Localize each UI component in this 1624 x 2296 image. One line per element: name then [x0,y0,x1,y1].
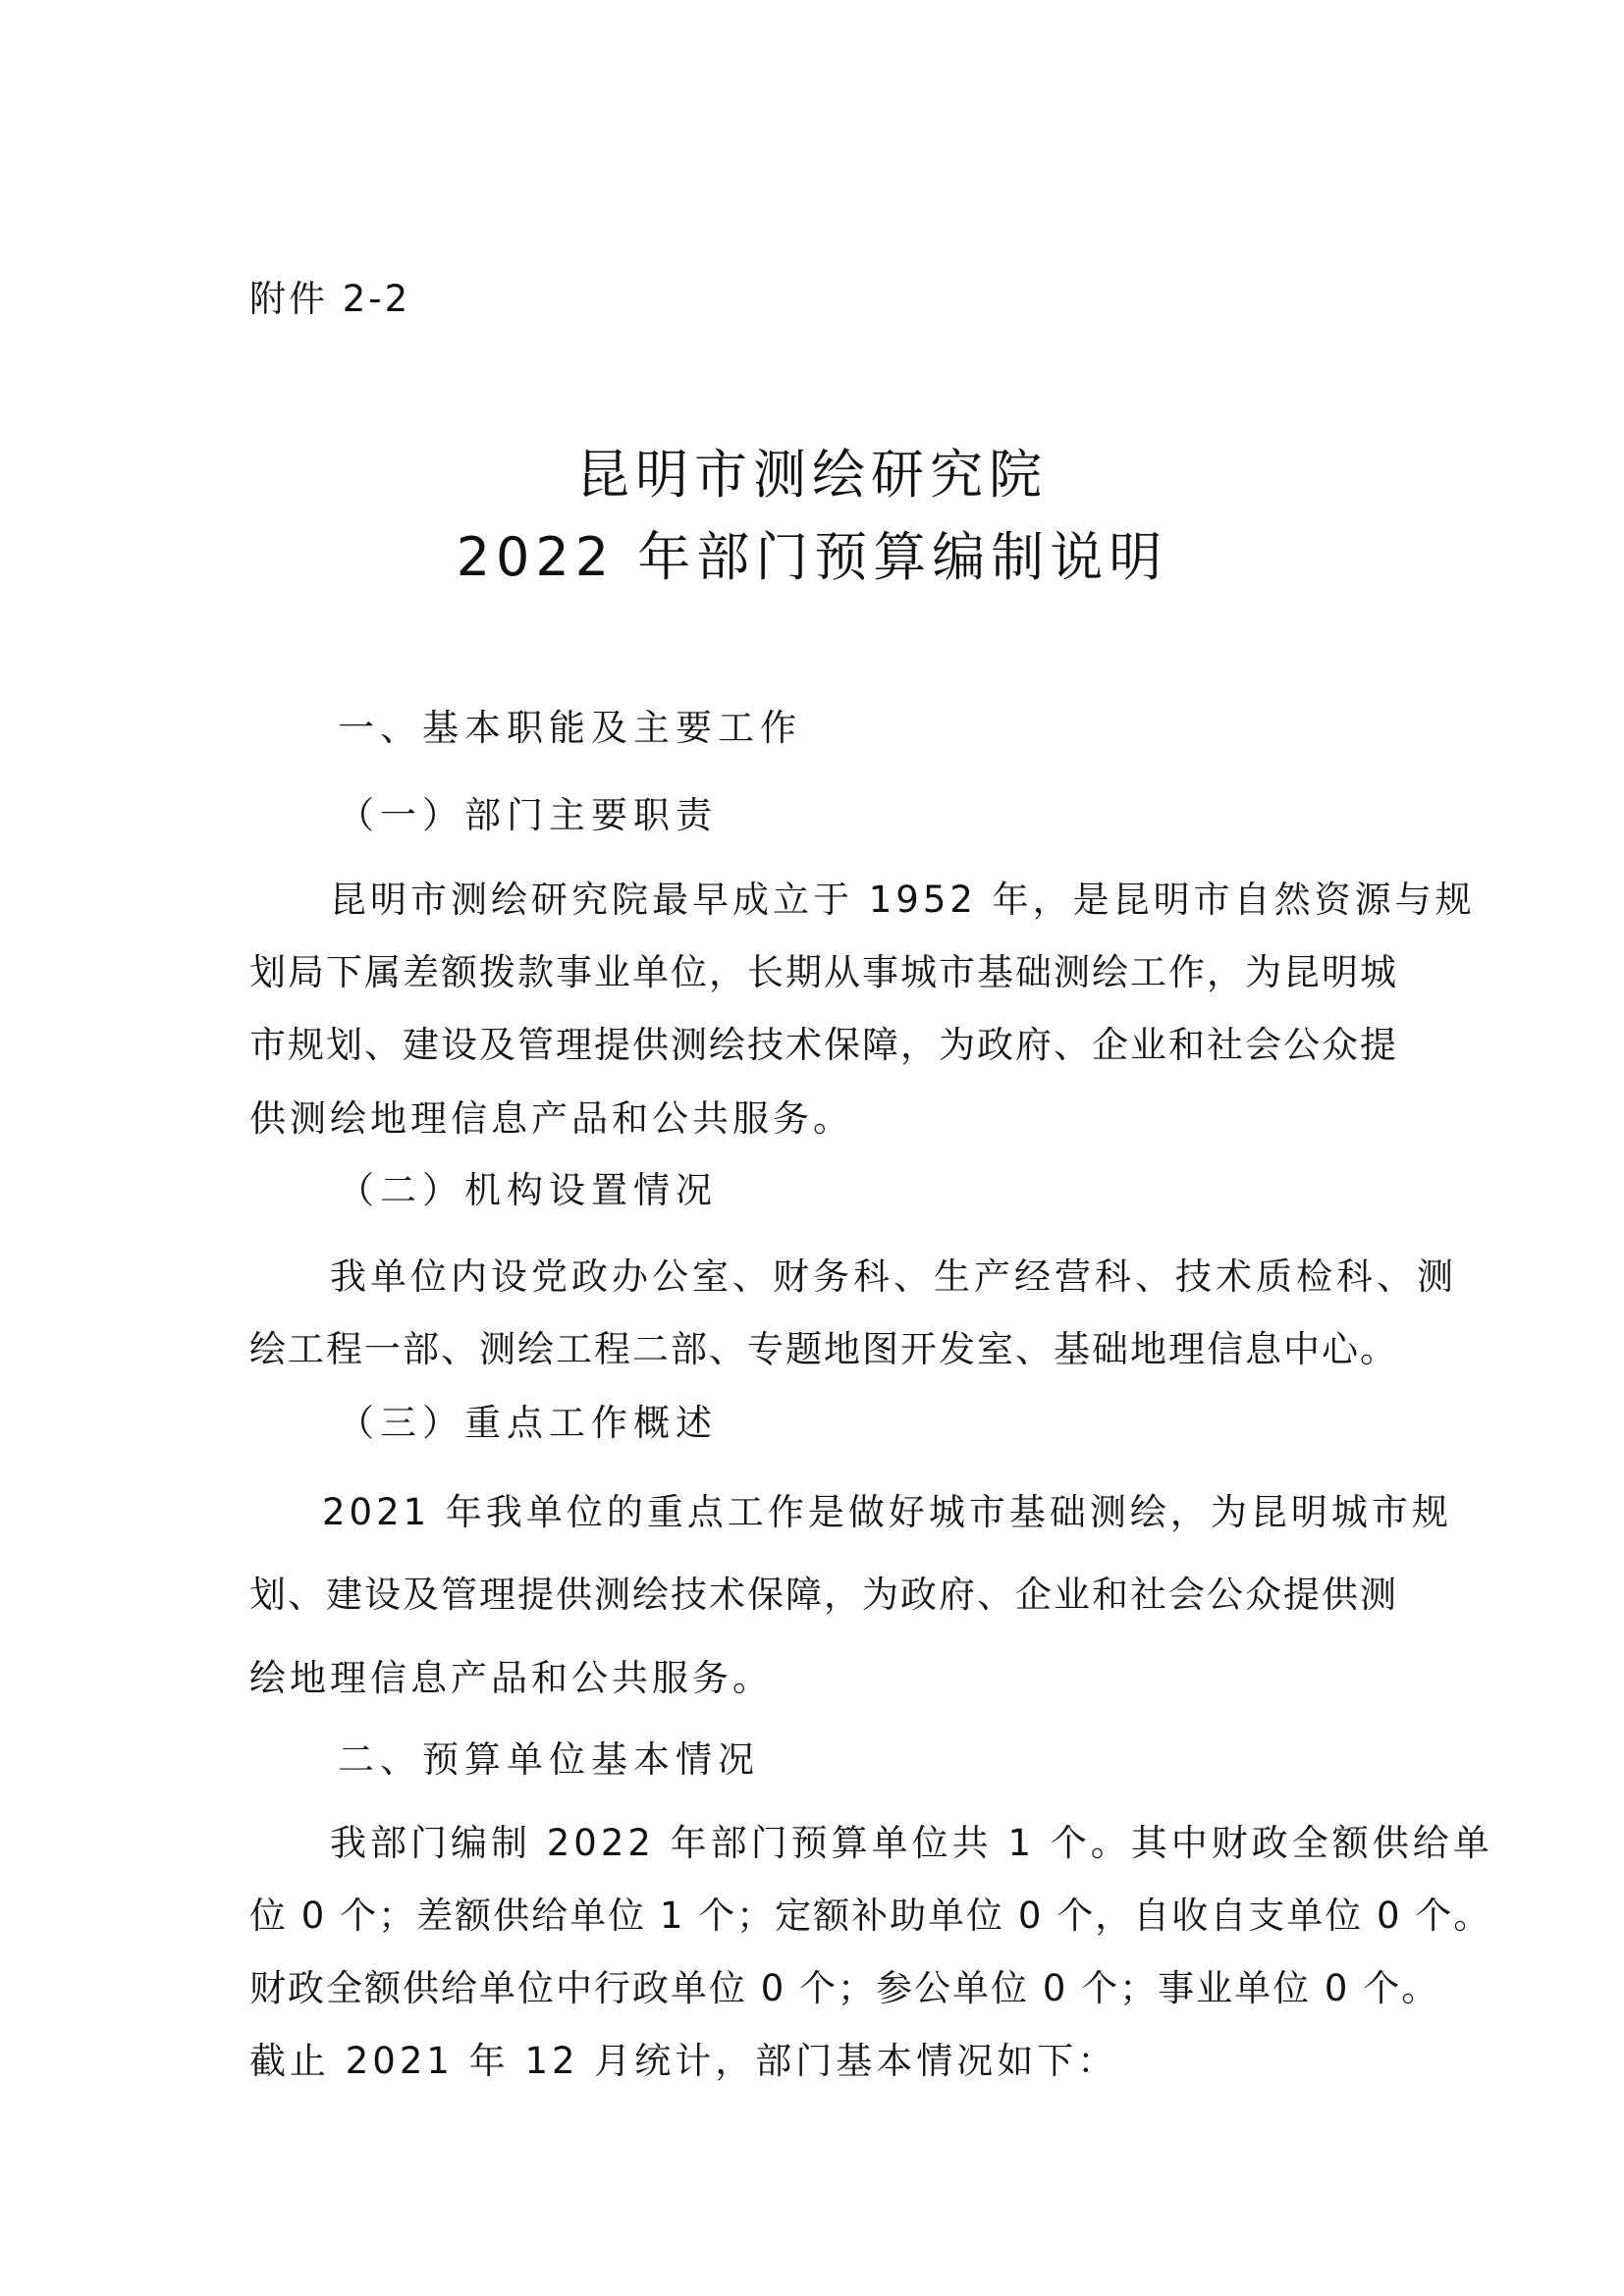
paragraph-line: 绘工程一部、测绘工程二部、专题地图开发室、基础地理信息中心。 [249,1328,1398,1370]
paragraph-line: 我单位内设党政办公室、财务科、生产经营科、技术质检科、测 [330,1255,1457,1298]
paragraph-line: 截止 2021 年 12 月统计，部门基本情况如下： [249,2040,1118,2082]
paragraph-line: 市规划、建设及管理提供测绘技术保障，为政府、企业和社会公众提 [249,1024,1398,1066]
paragraph-line: 位 0 个；差额供给单位 1 个；定额补助单位 0 个，自收自支单位 0 个。 [249,1895,1492,1937]
paragraph-line: 我部门编制 2022 年部门预算单位共 1 个。其中财政全额供给单 [330,1822,1493,1864]
paragraph-line: 划、建设及管理提供测绘技术保障，为政府、企业和社会公众提供测 [249,1574,1398,1616]
attachment-label: 附件 2-2 [249,278,411,320]
document-title-line2: 2022 年部门预算编制说明 [456,526,1168,588]
section-heading-2: 二、预算单位基本情况 [338,1738,760,1781]
paragraph-line: 绘地理信息产品和公共服务。 [249,1657,773,1699]
paragraph-line: 昆明市测绘研究院最早成立于 1952 年，是昆明市自然资源与规 [330,879,1476,921]
subsection-heading-1: （一）部门主要职责 [338,794,718,836]
paragraph-line: 供测绘地理信息产品和公共服务。 [249,1097,853,1140]
subsection-heading-3: （三）重点工作概述 [338,1402,718,1444]
paragraph-line: 划局下属差额拨款事业单位，长期从事城市基础测绘工作，为昆明城 [249,951,1398,993]
paragraph-line: 财政全额供给单位中行政单位 0 个；参公单位 0 个；事业单位 0 个。 [249,1967,1440,2009]
subsection-heading-2: （二）机构设置情况 [338,1169,718,1211]
section-heading-1: 一、基本职能及主要工作 [338,707,802,749]
document-title-line1: 昆明市测绘研究院 [576,444,1048,506]
paragraph-line: 2021 年我单位的重点工作是做好城市基础测绘，为昆明城市规 [322,1491,1452,1533]
